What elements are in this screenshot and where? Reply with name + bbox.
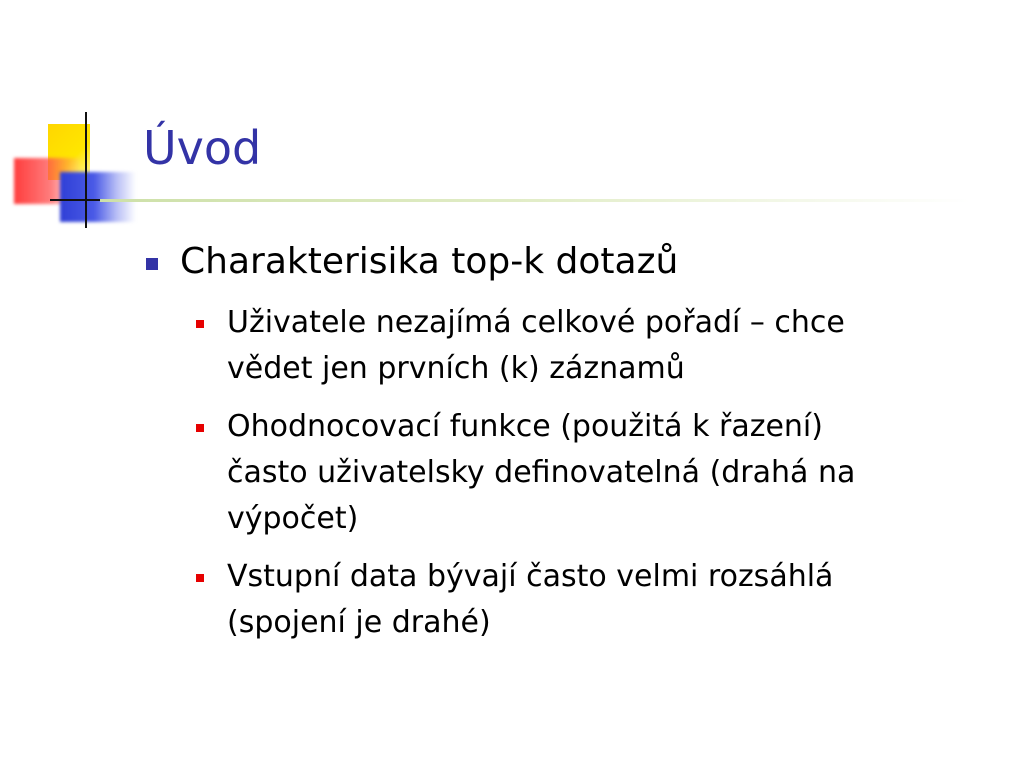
- subbullet-square-icon: [196, 574, 204, 582]
- subbullet-text: [227, 554, 967, 646]
- subbullet-item: [196, 404, 967, 542]
- subbullet-line: vědet jen prvních (k) záznamů: [227, 351, 685, 386]
- bullet-square-icon: [146, 258, 158, 270]
- logo-blue-square: [60, 172, 136, 222]
- subbullet-line: (spojení je drahé): [227, 605, 491, 640]
- subbullet-square-icon: [196, 320, 204, 328]
- slide-title: Úvod: [143, 121, 262, 175]
- subbullet-line: Ohodnocovací funkce (použitá k řazení): [227, 409, 823, 444]
- subbullet-item: [196, 300, 967, 392]
- subbullet-line: často uživatelsky definovatelná (drahá na: [227, 455, 856, 490]
- subbullet-line: výpočet): [227, 501, 359, 536]
- subbullet-line: Uživatele nezajímá celkové pořadí – chce: [227, 305, 845, 340]
- logo-vertical-line: [85, 112, 87, 228]
- subbullet-text: [227, 404, 967, 542]
- decorative-logo: [0, 0, 150, 240]
- subbullet-item: [196, 554, 967, 646]
- subbullet-line: Vstupní data bývají často velmi rozsáhlá: [227, 559, 834, 594]
- title-underline: [100, 199, 970, 202]
- bullet-level1: [146, 236, 678, 288]
- bullet-text: Charakterisika top-k dotazů: [180, 241, 679, 282]
- subbullet-text: [227, 300, 967, 392]
- subbullet-square-icon: [196, 424, 204, 432]
